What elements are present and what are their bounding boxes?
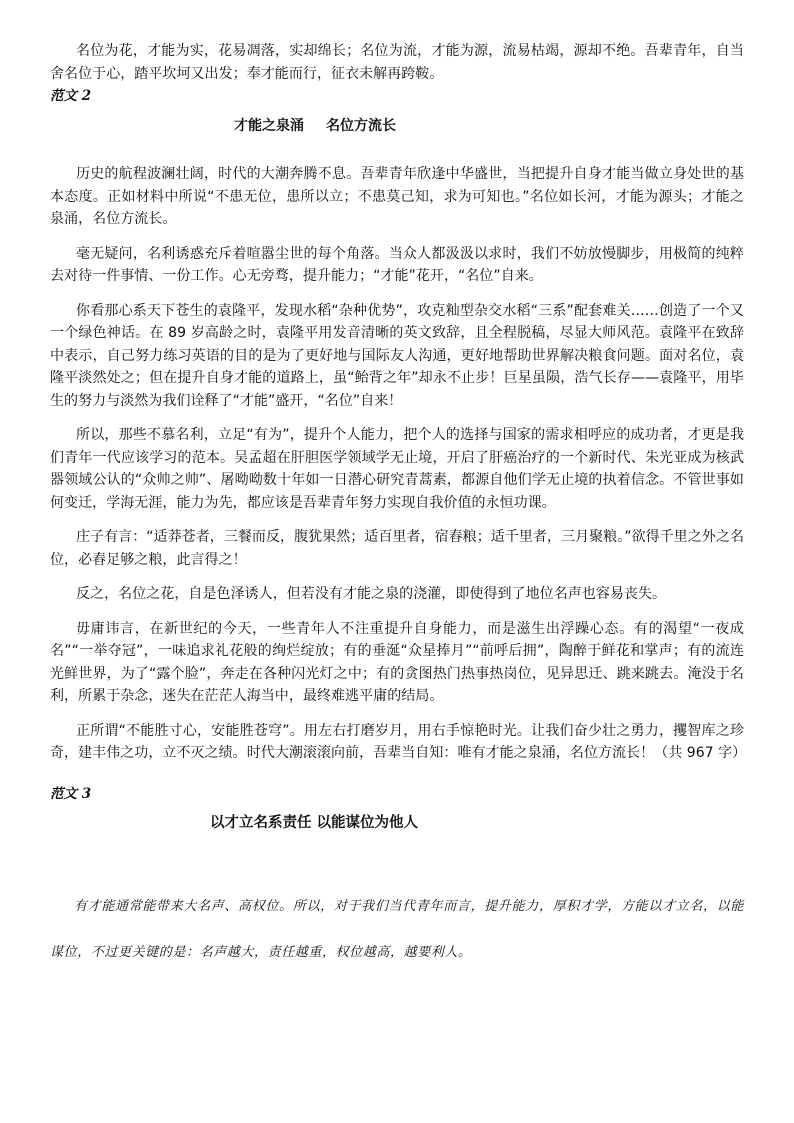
essay-3-title: 以才立名系责任 以能谋位为他人	[210, 814, 419, 831]
essay-2-paragraph: 反之，名位之花，自是色泽诱人，但若没有才能之泉的浇灌，即使得到了地位名声也容易丧失。	[76, 586, 667, 602]
essay-2-paragraph: 毋庸讳言，在新世纪的今天，一些青年人不注重提升自身能力，而是滋生出浮躁心态。有的渴望“一夜成名”“一举夺冠”，一味追求礼花般的绚烂绽放；有的垂涎“众星捧月”“前呼后拥”，陶醉于鲜花和掌声；有的流连光鲜世界，为了“露个脸”，奔走在各种闪光灯之中；有的贪图热门热事热岗位，见异思迁、跳来跳去。淹没于名利，所累于杂念，迷失在茫茫人海当中，最终难逃平庸的结局。	[50, 620, 744, 704]
intro-paragraph: 名位为花，才能为实，花易凋落，实却绵长；名位为流，才能为源，流易枯竭，源却不绝。吾辈青年，自当舍名位于心，踏平坎坷又出发；奉才能而行，征衣未解再跨鞍。	[50, 43, 744, 82]
essay-3-paragraph: 有才能通常能带来大名声、高权位。所以，对于我们当代青年而言，提升能力，厚积才学，方能以才立名，以能谋位，不过更关键的是：名声越大，责任越重，权位越高，越要利人。	[50, 898, 744, 960]
essay-2-paragraph: 历史的航程波澜壮阔，时代的大潮奔腾不息。吾辈青年欣逢中华盛世，当把提升自身才能当做立身处世的基本态度。正如材料中所说“不患无位，患所以立；不患莫己知，求为可知也。”名位如长河，才能为源头；才能之泉涌，名位方流长。	[50, 166, 744, 227]
essay-2-paragraph: 毫无疑问，名利诱惑充斥着喧嚣尘世的每个角落。当众人都汲汲以求时，我们不妨放慢脚步，用极简的纯粹去对待一件事情、一份工作。心无旁骛，提升能力；“才能”花开，“名位”自来。	[50, 245, 744, 284]
essay-2-paragraph: 正所谓“不能胜寸心，安能胜苍穹”。用左右打磨岁月，用右手惊艳时光。让我们奋少壮之勇力，攫智库之珍奇，建丰伟之功，立不灭之绩。时代大潮滚滚向前，吾辈当自知：唯有才能之泉涌，名位方流长！（共 967 字）	[50, 722, 747, 761]
essay-2-title	[50, 115, 744, 137]
essay-3-label: 范文 3	[50, 785, 92, 802]
essay-2-paragraph: 所以，那些不慕名利，立足“有为”，提升个人能力，把个人的选择与国家的需求相呼应的成功者，才更是我们青年一代应该学习的范本。吴孟超在肝胆医学领域学无止境，开启了肝癌治疗的一个新时代、朱光亚成为核武器领域公认的“众帅之帅”、屠呦呦数十年如一日潜心研究青蒿素，都源自他们学无止境的执着信念。不管世事如何变迁，学海无涯，能力为先，都应该是吾辈青年努力实现自我价值的永恒功课。	[50, 427, 744, 511]
essay-2-title-part1: 才能之泉涌	[234, 118, 304, 134]
essay-2-label: 范文 2	[50, 88, 92, 104]
essay-2-paragraph: 庄子有言：“适莽苍者，三餐而反，腹犹果然；适百里者，宿舂粮；适千里者，三月聚粮。”欲得千里之外之名位，必舂足够之粮，此言得之！	[50, 529, 744, 568]
document-page	[50, 40, 747, 976]
essay-2-paragraph: 你看那心系天下苍生的袁隆平，发现水稻“杂种优势”，攻克籼型杂交水稻“三系”配套难关……创造了一个又一个绿色神话。在 89 岁高龄之时，袁隆平用发音清晰的英文致辞，且全程脱稿，尽显大师风范。袁隆平在致辞中表示，自己努力练习英语的目的是为了更好地与国际友人沟通，更好地帮助世界解决粮食问题。面对名位，袁隆平淡然处之；但在提升自身才能的道路上，虽“鲐背之年”却永不止步！巨星虽陨，浩气长存——袁隆平，用毕生的努力与淡然为我们诠释了“才能”盛开，“名位”自来！	[50, 302, 744, 409]
essay-2-title-part2: 名位方流长	[326, 118, 396, 134]
